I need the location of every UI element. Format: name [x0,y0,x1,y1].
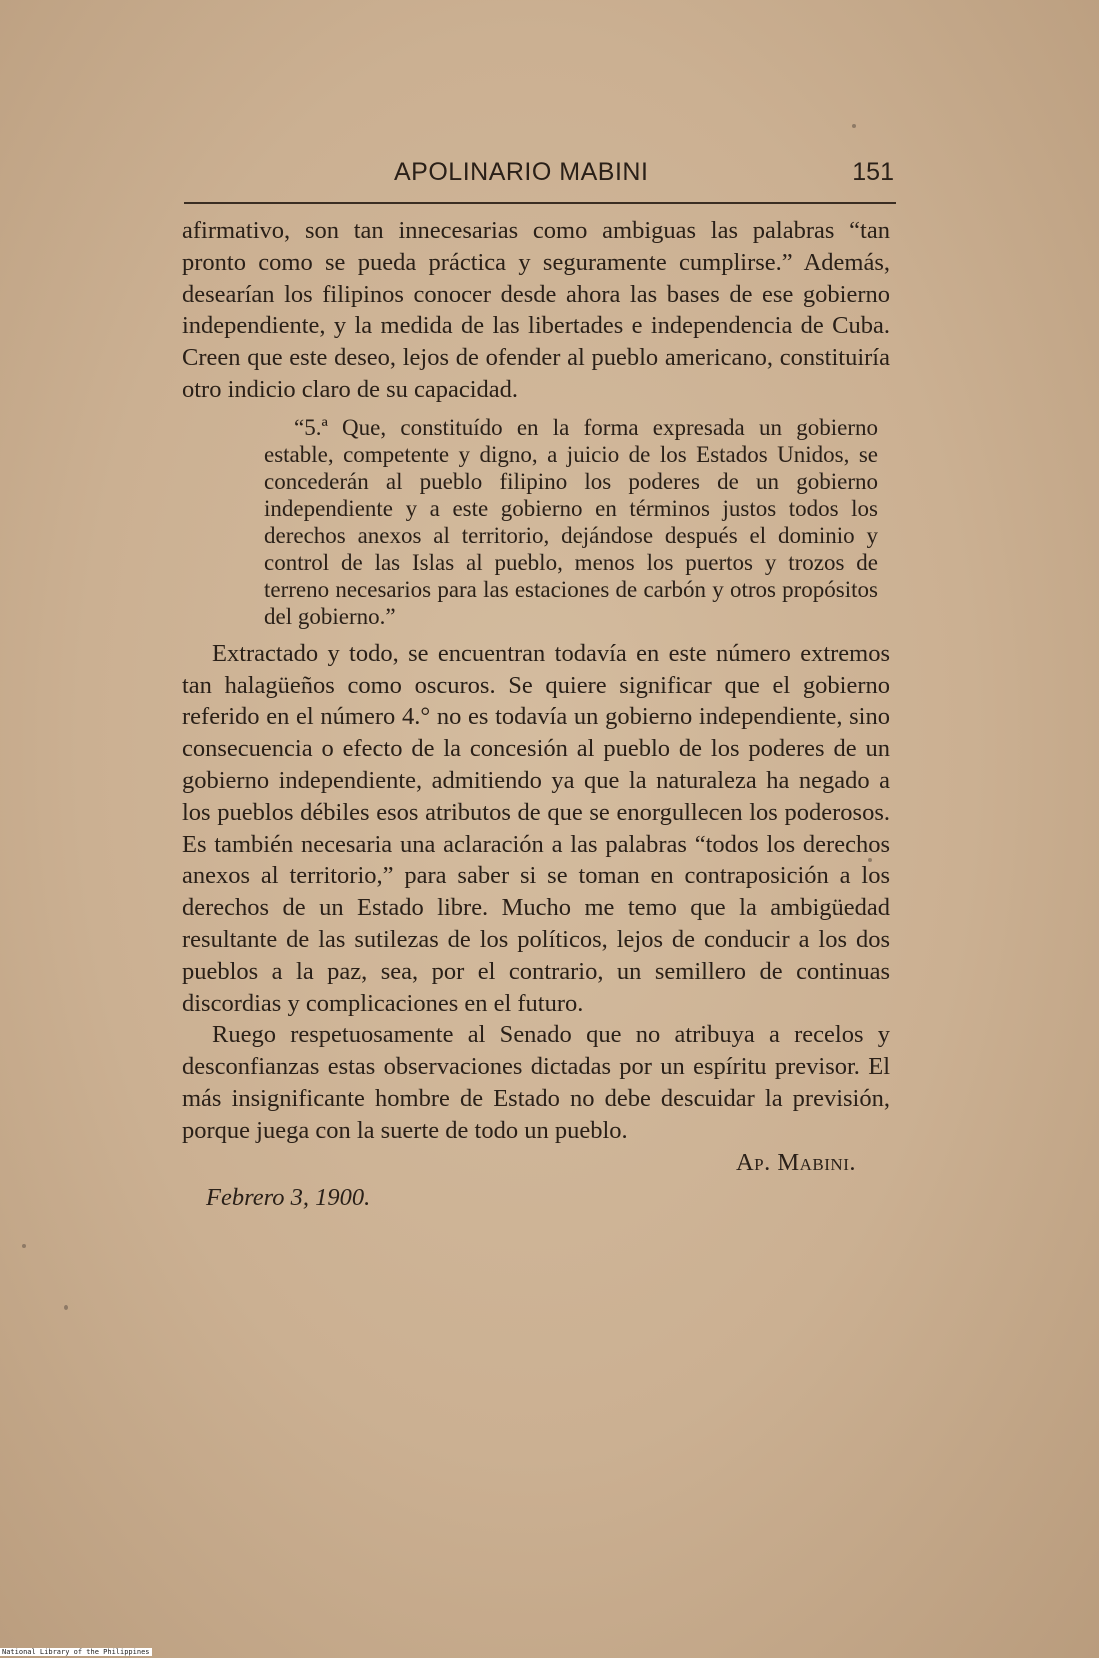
paper-speck [852,124,856,128]
library-attribution: National Library of the Philippines [2,1648,150,1656]
page-header [184,158,896,198]
signature: Ap. Mabini. [735,1148,856,1176]
block-quote: “5.ª Que, constituído en la forma expresada un gobierno estable, competente y digno, a juicio de los Estados Unidos, se concederán al pueblo filipino los poderes de un gobierno independiente y a este gobierno en términos justos todos los derechos anexos al territorio, dejándose después el dominio y control de las Islas al pueblo, menos los puertos y trozos de terreno necesarios para las estaciones de carbón y otros propósitos del gobierno.” [264,414,878,629]
paper-speck [22,1244,26,1248]
running-title: APOLINARIO MABINI [394,158,649,186]
paragraph: Ruego respetuosamente al Senado que no atribuya a recelos y desconfianzas estas observaciones dictadas por un espíritu previsor. El más insignificante hombre de Estado no debe descuidar la previsión, porque juega con la suerte de todo un pueblo. [182,1021,890,1144]
body-text [182,215,890,1214]
paragraph: Extractado y todo, se encuentran todavía en este número extremos tan halagüeños como oscuros. Se quiere significar que el gobierno referido en el número 4.° no es todavía un gobierno independiente, sino consecuencia o efecto de la concesión al pueblo de los poderes de un gobierno independiente, admitiendo ya que la naturaleza ha negado a los pueblos débiles esos atributos de que se enorgullecen los poderosos. Es también necesaria una aclaración a las palabras “todos los derechos anexos al territorio,” para saber si se toman en contraposición a los derechos de un Estado libre. Mucho me temo que la ambigüedad resultante de las sutilezas de los políticos, lejos de conducir a los dos pueblos a la paz, sea, por el contrario, un semillero de continuas discordias y complicaciones en el futuro. [182,639,890,1017]
page-number: 151 [852,158,894,186]
header-rule [184,202,896,204]
paper-speck [64,1305,68,1310]
date-line: Febrero 3, 1900. [206,1184,371,1212]
paper-speck [868,858,872,862]
paragraph-continuation: afirmativo, son tan innecesarias como ambiguas las palabras “tan pronto como se pueda práctica y seguramente cumplirse.” Además, desearían los filipinos conocer desde ahora las bases de ese gobierno independiente, y la medida de las libertades e independencia de Cuba. Creen que este deseo, lejos de ofender al pueblo americano, constituiría otro indicio claro de su capacidad. [182,217,890,403]
